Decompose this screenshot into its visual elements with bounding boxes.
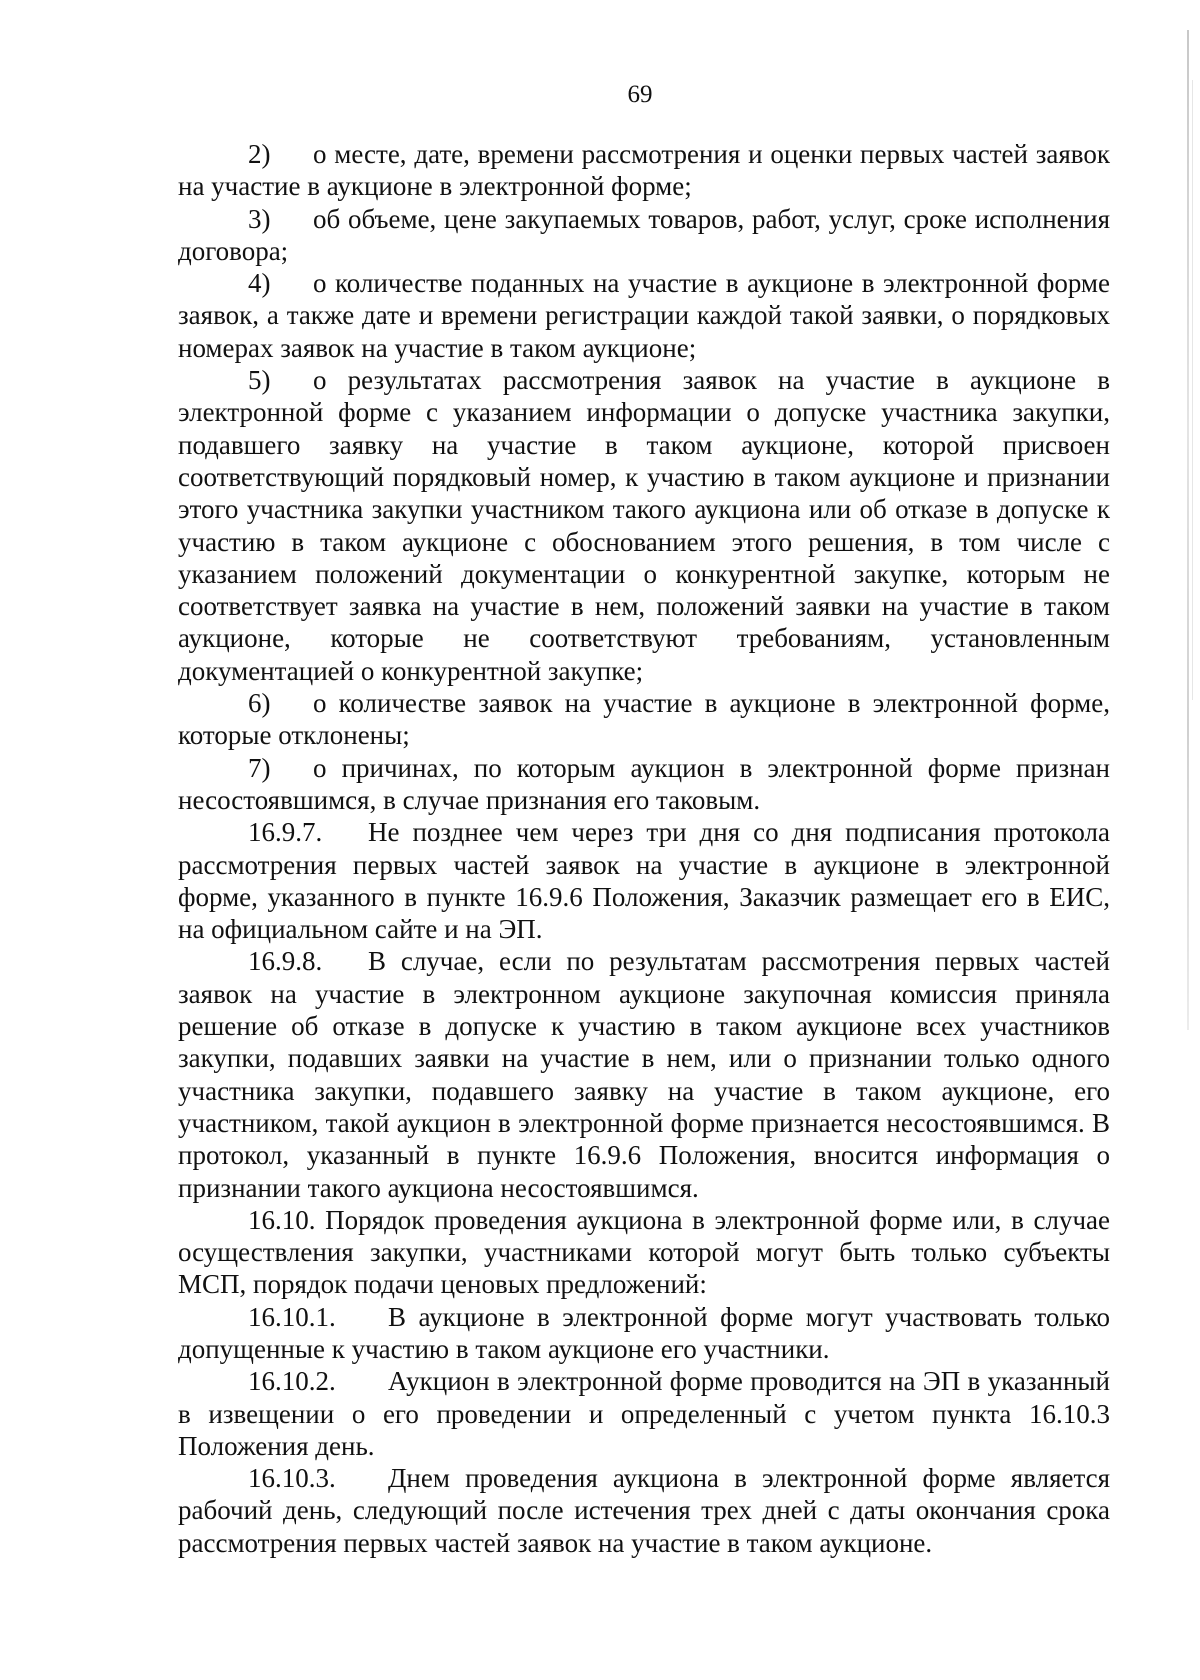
clause-16-10-1 [178,1301,1110,1366]
clause-16-10-2 [178,1365,1110,1462]
clause-number: 16.9.7. [248,817,323,848]
item-marker: 4) [248,268,271,299]
item-marker: 7) [248,752,271,783]
clause-16-9-8 [178,945,1110,1203]
clause-text: Не позднее чем через три дня со дня подписания протокола рассмотрения первых частей заявок на участие в аукционе в электронной форме, указанного в пункте 16.9.6 Положения, Заказчик размещает его в ЕИС, на официальном сайте и на ЭП. [178,817,1110,945]
clause-text: В случае, если по результатам рассмотрения первых частей заявок на участие в электронном аукционе закупочная комиссия приняла решение об отказе в допуске к участию в таком аукционе всех участников закупки, подавших заявки на участие в нем, или о признании только одного участника закупки, подавшего заявку на участие в таком аукционе, его участником, такой аукцион в электронной форме признается несостоявшимся. В протокол, указанный в пункте 16.9.6 Положения, вносится информация о признании такого аукциона несостоявшимся. [178,946,1110,1203]
list-item-5 [178,364,1110,687]
clause-16-9-7 [178,816,1110,945]
clause-16-10-3 [178,1462,1110,1559]
scan-edge-line [1187,30,1189,1030]
item-text: о месте, дате, времени рассмотрения и оценки первых частей заявок на участие в аукционе в электронной форме; [178,139,1110,202]
document-body [178,138,1110,1559]
item-text: о результатах рассмотрения заявок на участие в аукционе в электронной форме с указанием информации о допуске участника закупки, подавшего заявку на участие в таком аукционе, которой присвоен соответствующий порядковый номер, к участию в таком аукционе и признании этого участника закупки участником такого аукциона или об отказе в допуске к участию в таком аукционе с обоснованием этого решения, в том числе с указанием положений документации о конкурентной закупке, которым не соответствует заявка на участие в нем, положений заявки на участие в таком аукционе, которые не соответствуют требованиям, установленным документацией о конкурентной закупке; [178,365,1110,686]
clause-number: 16.10.3. [248,1463,336,1494]
clause-text: 16.10. Порядок проведения аукциона в электронной форме или, в случае осуществления закупки, участниками которой могут быть только субъекты МСП, порядок подачи ценовых предложений: [178,1204,1110,1300]
list-item-6 [178,687,1110,752]
clause-number: 16.10.1. [248,1301,336,1332]
item-marker: 5) [248,365,271,396]
clause-16-10 [178,1204,1110,1301]
item-text: о количестве заявок на участие в аукционе в электронной форме, которые отклонены; [178,688,1110,751]
clause-text: Днем проведения аукциона в электронной форме является рабочий день, следующий после истечения трех дней с даты окончания срока рассмотрения первых частей заявок на участие в таком аукционе. [178,1463,1110,1558]
clause-number: 16.10.2. [248,1366,336,1397]
item-text: о количестве поданных на участие в аукционе в электронной форме заявок, а также дате и времени регистрации каждой такой заявки, о порядковых номерах заявок на участие в таком аукционе; [178,268,1110,363]
list-item-7 [178,752,1110,817]
item-text: о причинах, по которым аукцион в электронной форме признан несостоявшимся, в случае признания его таковым. [178,752,1110,815]
page-number: 69 [627,81,653,108]
clause-text: В аукционе в электронной форме могут участвовать только допущенные к участию в таком аукционе его участники. [178,1301,1110,1364]
list-item-2 [178,138,1110,203]
item-text: об объеме, цене закупаемых товаров, работ, услуг, сроке исполнения договора; [178,203,1110,266]
clause-text: Аукцион в электронной форме проводится на ЭП в указанный в извещении о его проведении и определенный с учетом пункта 16.10.3 Положения день. [178,1366,1110,1461]
scan-edge-line-faint [1192,80,1193,700]
list-item-4 [178,267,1110,364]
item-marker: 6) [248,688,271,719]
item-marker: 2) [248,139,271,169]
clause-number: 16.9.8. [248,946,323,977]
list-item-3 [178,203,1110,268]
item-marker: 3) [248,203,271,234]
